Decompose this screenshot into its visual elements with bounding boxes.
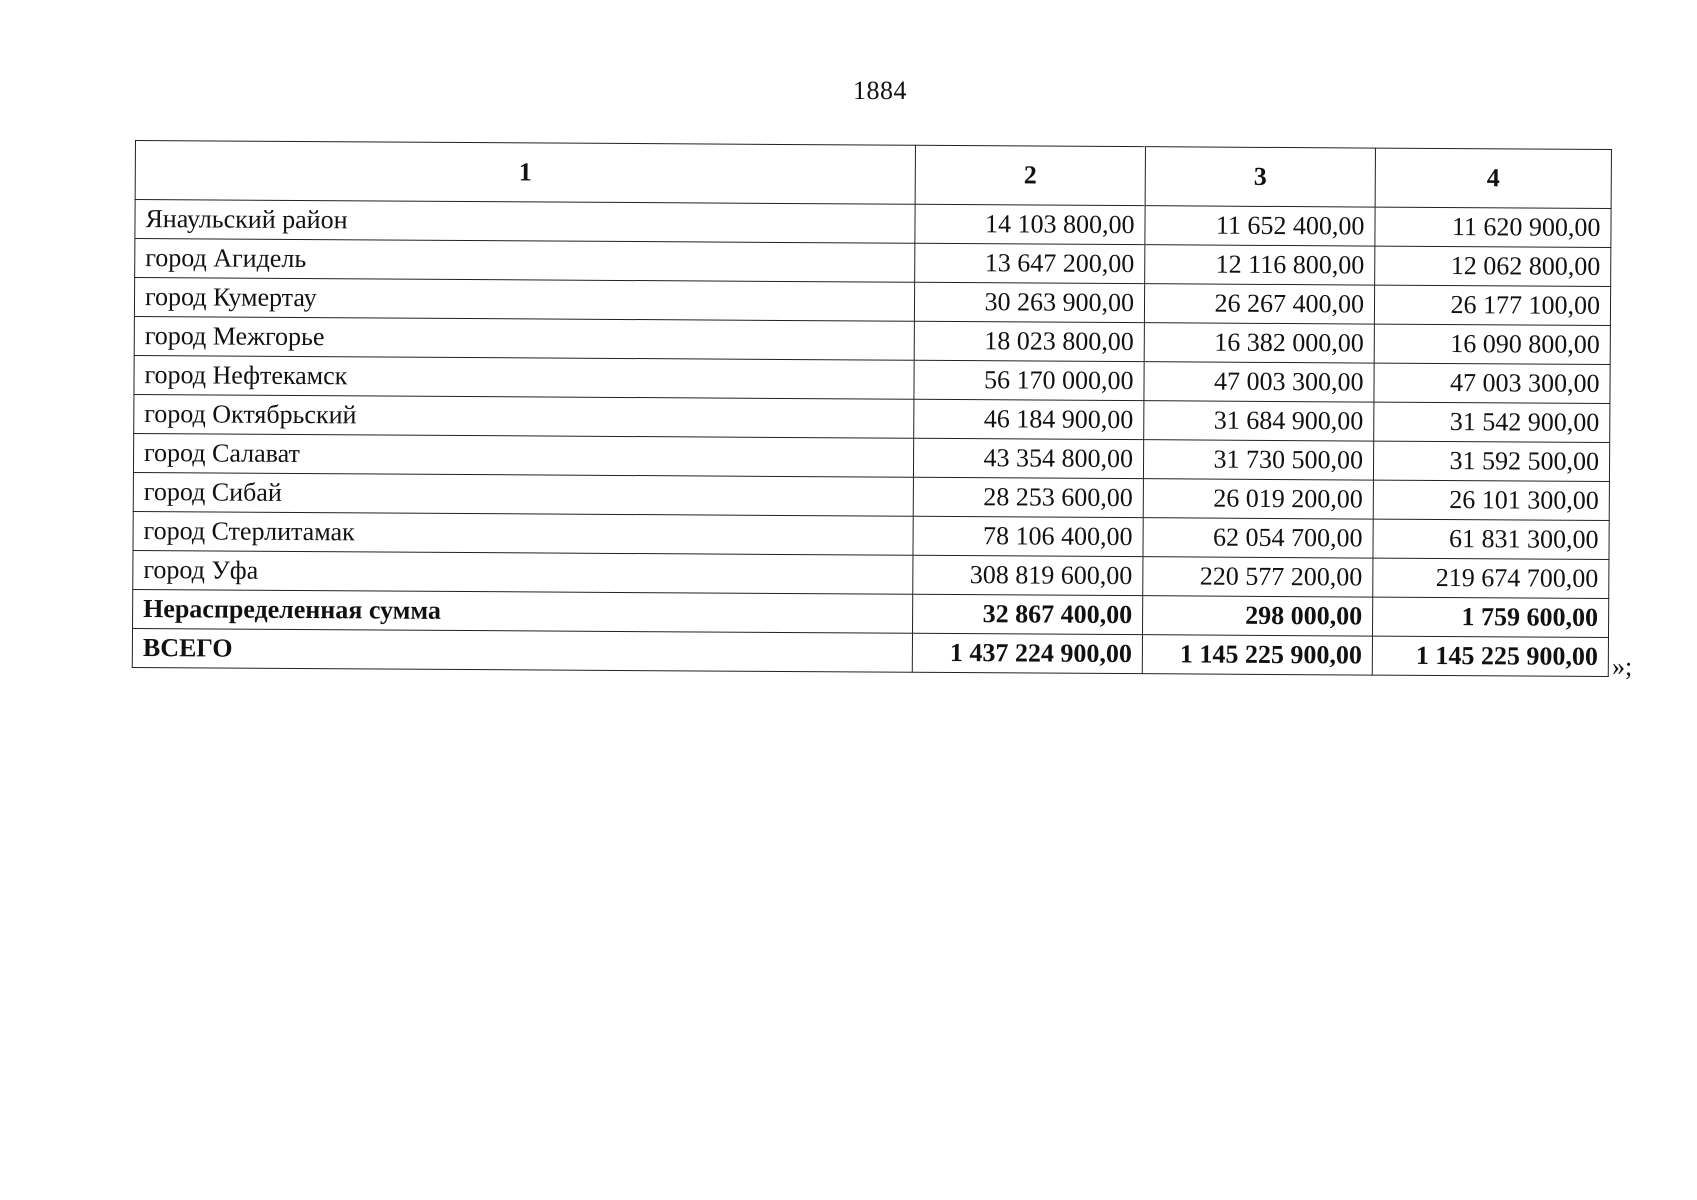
amount-cell: 78 106 400,00 <box>913 516 1143 556</box>
column-header: 2 <box>915 145 1145 205</box>
municipality-name: город Уфа <box>133 550 913 594</box>
total-label: ВСЕГО <box>132 628 912 672</box>
column-header: 3 <box>1145 147 1375 207</box>
total-row <box>132 628 1608 676</box>
amount-cell: 62 054 700,00 <box>1143 518 1373 558</box>
amount-cell: 31 542 900,00 <box>1374 402 1610 442</box>
amount-cell: 46 184 900,00 <box>914 399 1144 439</box>
amount-cell: 56 170 000,00 <box>914 360 1144 400</box>
total-amount-cell: 1 145 225 900,00 <box>1142 635 1372 675</box>
amount-cell: 47 003 300,00 <box>1144 362 1374 402</box>
budget-table <box>132 140 1612 677</box>
municipality-name: город Кумертау <box>134 278 914 322</box>
amount-cell: 14 103 800,00 <box>915 204 1145 244</box>
municipality-name: город Октябрьский <box>134 394 914 438</box>
municipality-name: Янаульский район <box>135 200 915 244</box>
page-number: 1884 <box>853 76 907 105</box>
amount-cell: 30 263 900,00 <box>914 282 1144 322</box>
amount-cell: 12 062 800,00 <box>1375 246 1611 286</box>
amount-cell: 18 023 800,00 <box>914 321 1144 361</box>
amount-cell: 16 382 000,00 <box>1144 323 1374 363</box>
amount-cell: 31 592 500,00 <box>1373 441 1609 481</box>
municipality-name: город Межгорье <box>134 316 914 360</box>
amount-cell: 26 267 400,00 <box>1144 284 1374 324</box>
amount-cell: 26 101 300,00 <box>1373 480 1609 520</box>
amount-cell: 26 019 200,00 <box>1143 479 1373 519</box>
table-header-row <box>135 141 1611 209</box>
municipality-name: город Стерлитамак <box>133 511 913 555</box>
amount-cell: 220 577 200,00 <box>1143 557 1373 597</box>
amount-cell: 31 684 900,00 <box>1144 401 1374 441</box>
amount-cell: 43 354 800,00 <box>913 438 1143 478</box>
total-amount-cell: 1 145 225 900,00 <box>1372 636 1608 676</box>
amount-cell: 26 177 100,00 <box>1374 285 1610 325</box>
closing-quote-mark: »; <box>1612 652 1633 681</box>
municipality-name: город Нефтекамск <box>134 355 914 399</box>
amount-cell: 13 647 200,00 <box>915 243 1145 283</box>
amount-cell: 28 253 600,00 <box>913 477 1143 517</box>
document-sheet <box>132 140 1612 677</box>
municipality-name: город Агидель <box>135 239 915 283</box>
amount-cell: 16 090 800,00 <box>1374 324 1610 364</box>
amount-cell: 61 831 300,00 <box>1373 519 1609 559</box>
amount-cell: 298 000,00 <box>1142 596 1372 636</box>
amount-cell: 12 116 800,00 <box>1145 245 1375 285</box>
municipality-name: город Салават <box>133 433 913 477</box>
undistributed-label: Нераспределенная сумма <box>133 589 913 633</box>
amount-cell: 1 759 600,00 <box>1372 597 1608 637</box>
amount-cell: 219 674 700,00 <box>1373 558 1609 598</box>
amount-cell: 11 620 900,00 <box>1375 207 1611 247</box>
amount-cell: 32 867 400,00 <box>913 594 1143 634</box>
column-header: 1 <box>135 141 915 205</box>
total-amount-cell: 1 437 224 900,00 <box>912 633 1142 673</box>
amount-cell: 31 730 500,00 <box>1143 440 1373 480</box>
column-header: 4 <box>1375 148 1611 208</box>
municipality-name: город Сибай <box>133 472 913 516</box>
amount-cell: 11 652 400,00 <box>1145 206 1375 246</box>
amount-cell: 47 003 300,00 <box>1374 363 1610 403</box>
amount-cell: 308 819 600,00 <box>913 555 1143 595</box>
